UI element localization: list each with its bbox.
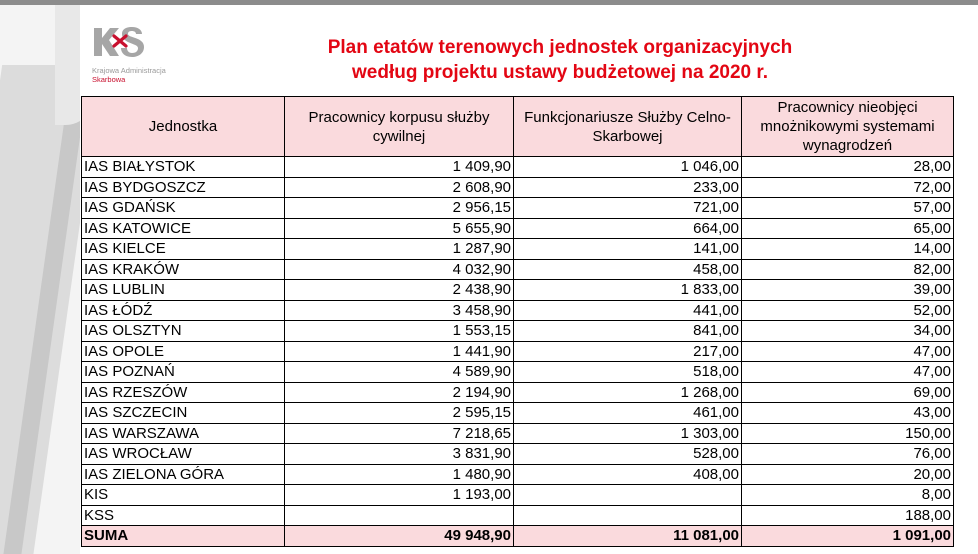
- cell-other-staff: 8,00: [742, 485, 954, 506]
- cell-civil-service: 1 441,90: [285, 341, 514, 362]
- cell-other-staff: 47,00: [742, 362, 954, 383]
- cell-unit: IAS OLSZTYN: [82, 321, 285, 342]
- cell-other-staff: 76,00: [742, 444, 954, 465]
- cell-unit: IAS BYDGOSZCZ: [82, 177, 285, 198]
- cell-officers: 141,00: [514, 239, 742, 260]
- sum-row: [82, 526, 954, 547]
- logo-text-line2: Skarbowa: [92, 75, 126, 84]
- page-title: [280, 35, 840, 85]
- cell-officers: 461,00: [514, 403, 742, 424]
- header-jednostka: Jednostka: [82, 97, 285, 157]
- cell-officers: 441,00: [514, 300, 742, 321]
- title-line2: według projektu ustawy budżetowej na 2020 r.: [352, 62, 768, 83]
- cell-other-staff: 65,00: [742, 218, 954, 239]
- cell-unit: IAS KRAKÓW: [82, 259, 285, 280]
- table-row: [82, 403, 954, 424]
- cell-unit: IAS OPOLE: [82, 341, 285, 362]
- cell-other-staff: 14,00: [742, 239, 954, 260]
- cell-other-staff: 150,00: [742, 423, 954, 444]
- cell-officers: 1 268,00: [514, 382, 742, 403]
- cell-unit: IAS BIAŁYSTOK: [82, 157, 285, 178]
- cell-civil-service: 4 589,90: [285, 362, 514, 383]
- cell-other-staff: 69,00: [742, 382, 954, 403]
- decorative-band: [55, 5, 80, 125]
- cell-officers: [514, 485, 742, 506]
- cell-other-staff: 47,00: [742, 341, 954, 362]
- table-row: [82, 341, 954, 362]
- cell-other-staff: 39,00: [742, 280, 954, 301]
- cell-unit: IAS WARSZAWA: [82, 423, 285, 444]
- header-officers: Funkcjonariusze Służby Celno-Skarbowej: [514, 97, 742, 157]
- cell-unit: IAS KATOWICE: [82, 218, 285, 239]
- cell-civil-service: 2 595,15: [285, 403, 514, 424]
- cell-officers: 721,00: [514, 198, 742, 219]
- table-row: [82, 259, 954, 280]
- cell-officers: 217,00: [514, 341, 742, 362]
- table-row: [82, 198, 954, 219]
- table-row: [82, 177, 954, 198]
- cell-unit: IAS LUBLIN: [82, 280, 285, 301]
- cell-civil-service: 4 032,90: [285, 259, 514, 280]
- cell-officers: 1 303,00: [514, 423, 742, 444]
- cell-civil-service: 1 480,90: [285, 464, 514, 485]
- cell-unit: IAS POZNAŃ: [82, 362, 285, 383]
- cell-unit: IAS WROCŁAW: [82, 444, 285, 465]
- table-row: [82, 505, 954, 526]
- logo-text-line1: Krajowa Administracja: [92, 66, 166, 75]
- staffing-table: [81, 96, 954, 547]
- cell-unit: IAS GDAŃSK: [82, 198, 285, 219]
- cell-other-staff: 20,00: [742, 464, 954, 485]
- cell-officers: 841,00: [514, 321, 742, 342]
- cell-unit: IAS RZESZÓW: [82, 382, 285, 403]
- cell-civil-service: 1 287,90: [285, 239, 514, 260]
- cell-unit: IAS SZCZECIN: [82, 403, 285, 424]
- cell-civil-service: 1 409,90: [285, 157, 514, 178]
- cell-other-staff: 34,00: [742, 321, 954, 342]
- cell-officers: 518,00: [514, 362, 742, 383]
- cell-civil-service: 3 458,90: [285, 300, 514, 321]
- cell-officers: 458,00: [514, 259, 742, 280]
- cell-other-staff: 82,00: [742, 259, 954, 280]
- cell-civil-service: 7 218,65: [285, 423, 514, 444]
- header-other-staff: Pracownicy nieobjęci mnożnikowymi systemami wynagrodzeń: [742, 97, 954, 157]
- cell-unit: KSS: [82, 505, 285, 526]
- cell-officers: 408,00: [514, 464, 742, 485]
- kas-logo-icon: [92, 24, 148, 60]
- table-row: [82, 157, 954, 178]
- table-row: [82, 321, 954, 342]
- cell-officers: [514, 505, 742, 526]
- cell-civil-service: 1 193,00: [285, 485, 514, 506]
- cell-civil-service: 1 553,15: [285, 321, 514, 342]
- cell-unit: IAS ZIELONA GÓRA: [82, 464, 285, 485]
- cell-other-staff: 57,00: [742, 198, 954, 219]
- top-border-bar: [0, 0, 978, 5]
- title-line1: Plan etatów terenowych jednostek organizacyjnych: [327, 37, 793, 58]
- cell-officers: 1 833,00: [514, 280, 742, 301]
- left-decorative-panel: [0, 5, 80, 554]
- cell-other-staff: 1 091,00: [742, 526, 954, 547]
- header-civil-service: Pracownicy korpusu służby cywilnej: [285, 97, 514, 157]
- cell-civil-service: 2 956,15: [285, 198, 514, 219]
- table-row: [82, 280, 954, 301]
- cell-officers: 664,00: [514, 218, 742, 239]
- cell-civil-service: 2 438,90: [285, 280, 514, 301]
- cell-officers: 1 046,00: [514, 157, 742, 178]
- cell-other-staff: 43,00: [742, 403, 954, 424]
- table-row: [82, 423, 954, 444]
- cell-other-staff: 52,00: [742, 300, 954, 321]
- table-row: [82, 300, 954, 321]
- cell-unit: SUMA: [82, 526, 285, 547]
- cell-other-staff: 188,00: [742, 505, 954, 526]
- table-row: [82, 218, 954, 239]
- cell-unit: IAS ŁÓDŹ: [82, 300, 285, 321]
- cell-civil-service: 2 194,90: [285, 382, 514, 403]
- cell-officers: 11 081,00: [514, 526, 742, 547]
- cell-officers: 528,00: [514, 444, 742, 465]
- table-row: [82, 382, 954, 403]
- cell-civil-service: 49 948,90: [285, 526, 514, 547]
- cell-other-staff: 28,00: [742, 157, 954, 178]
- table-row: [82, 239, 954, 260]
- table-row: [82, 464, 954, 485]
- cell-other-staff: 72,00: [742, 177, 954, 198]
- cell-civil-service: 3 831,90: [285, 444, 514, 465]
- cell-unit: KIS: [82, 485, 285, 506]
- table-row: [82, 362, 954, 383]
- table-row: [82, 485, 954, 506]
- kas-logo: [88, 24, 198, 86]
- cell-civil-service: [285, 505, 514, 526]
- cell-civil-service: 2 608,90: [285, 177, 514, 198]
- cell-civil-service: 5 655,90: [285, 218, 514, 239]
- cell-officers: 233,00: [514, 177, 742, 198]
- table-row: [82, 444, 954, 465]
- cell-unit: IAS KIELCE: [82, 239, 285, 260]
- table-header-row: [82, 97, 954, 157]
